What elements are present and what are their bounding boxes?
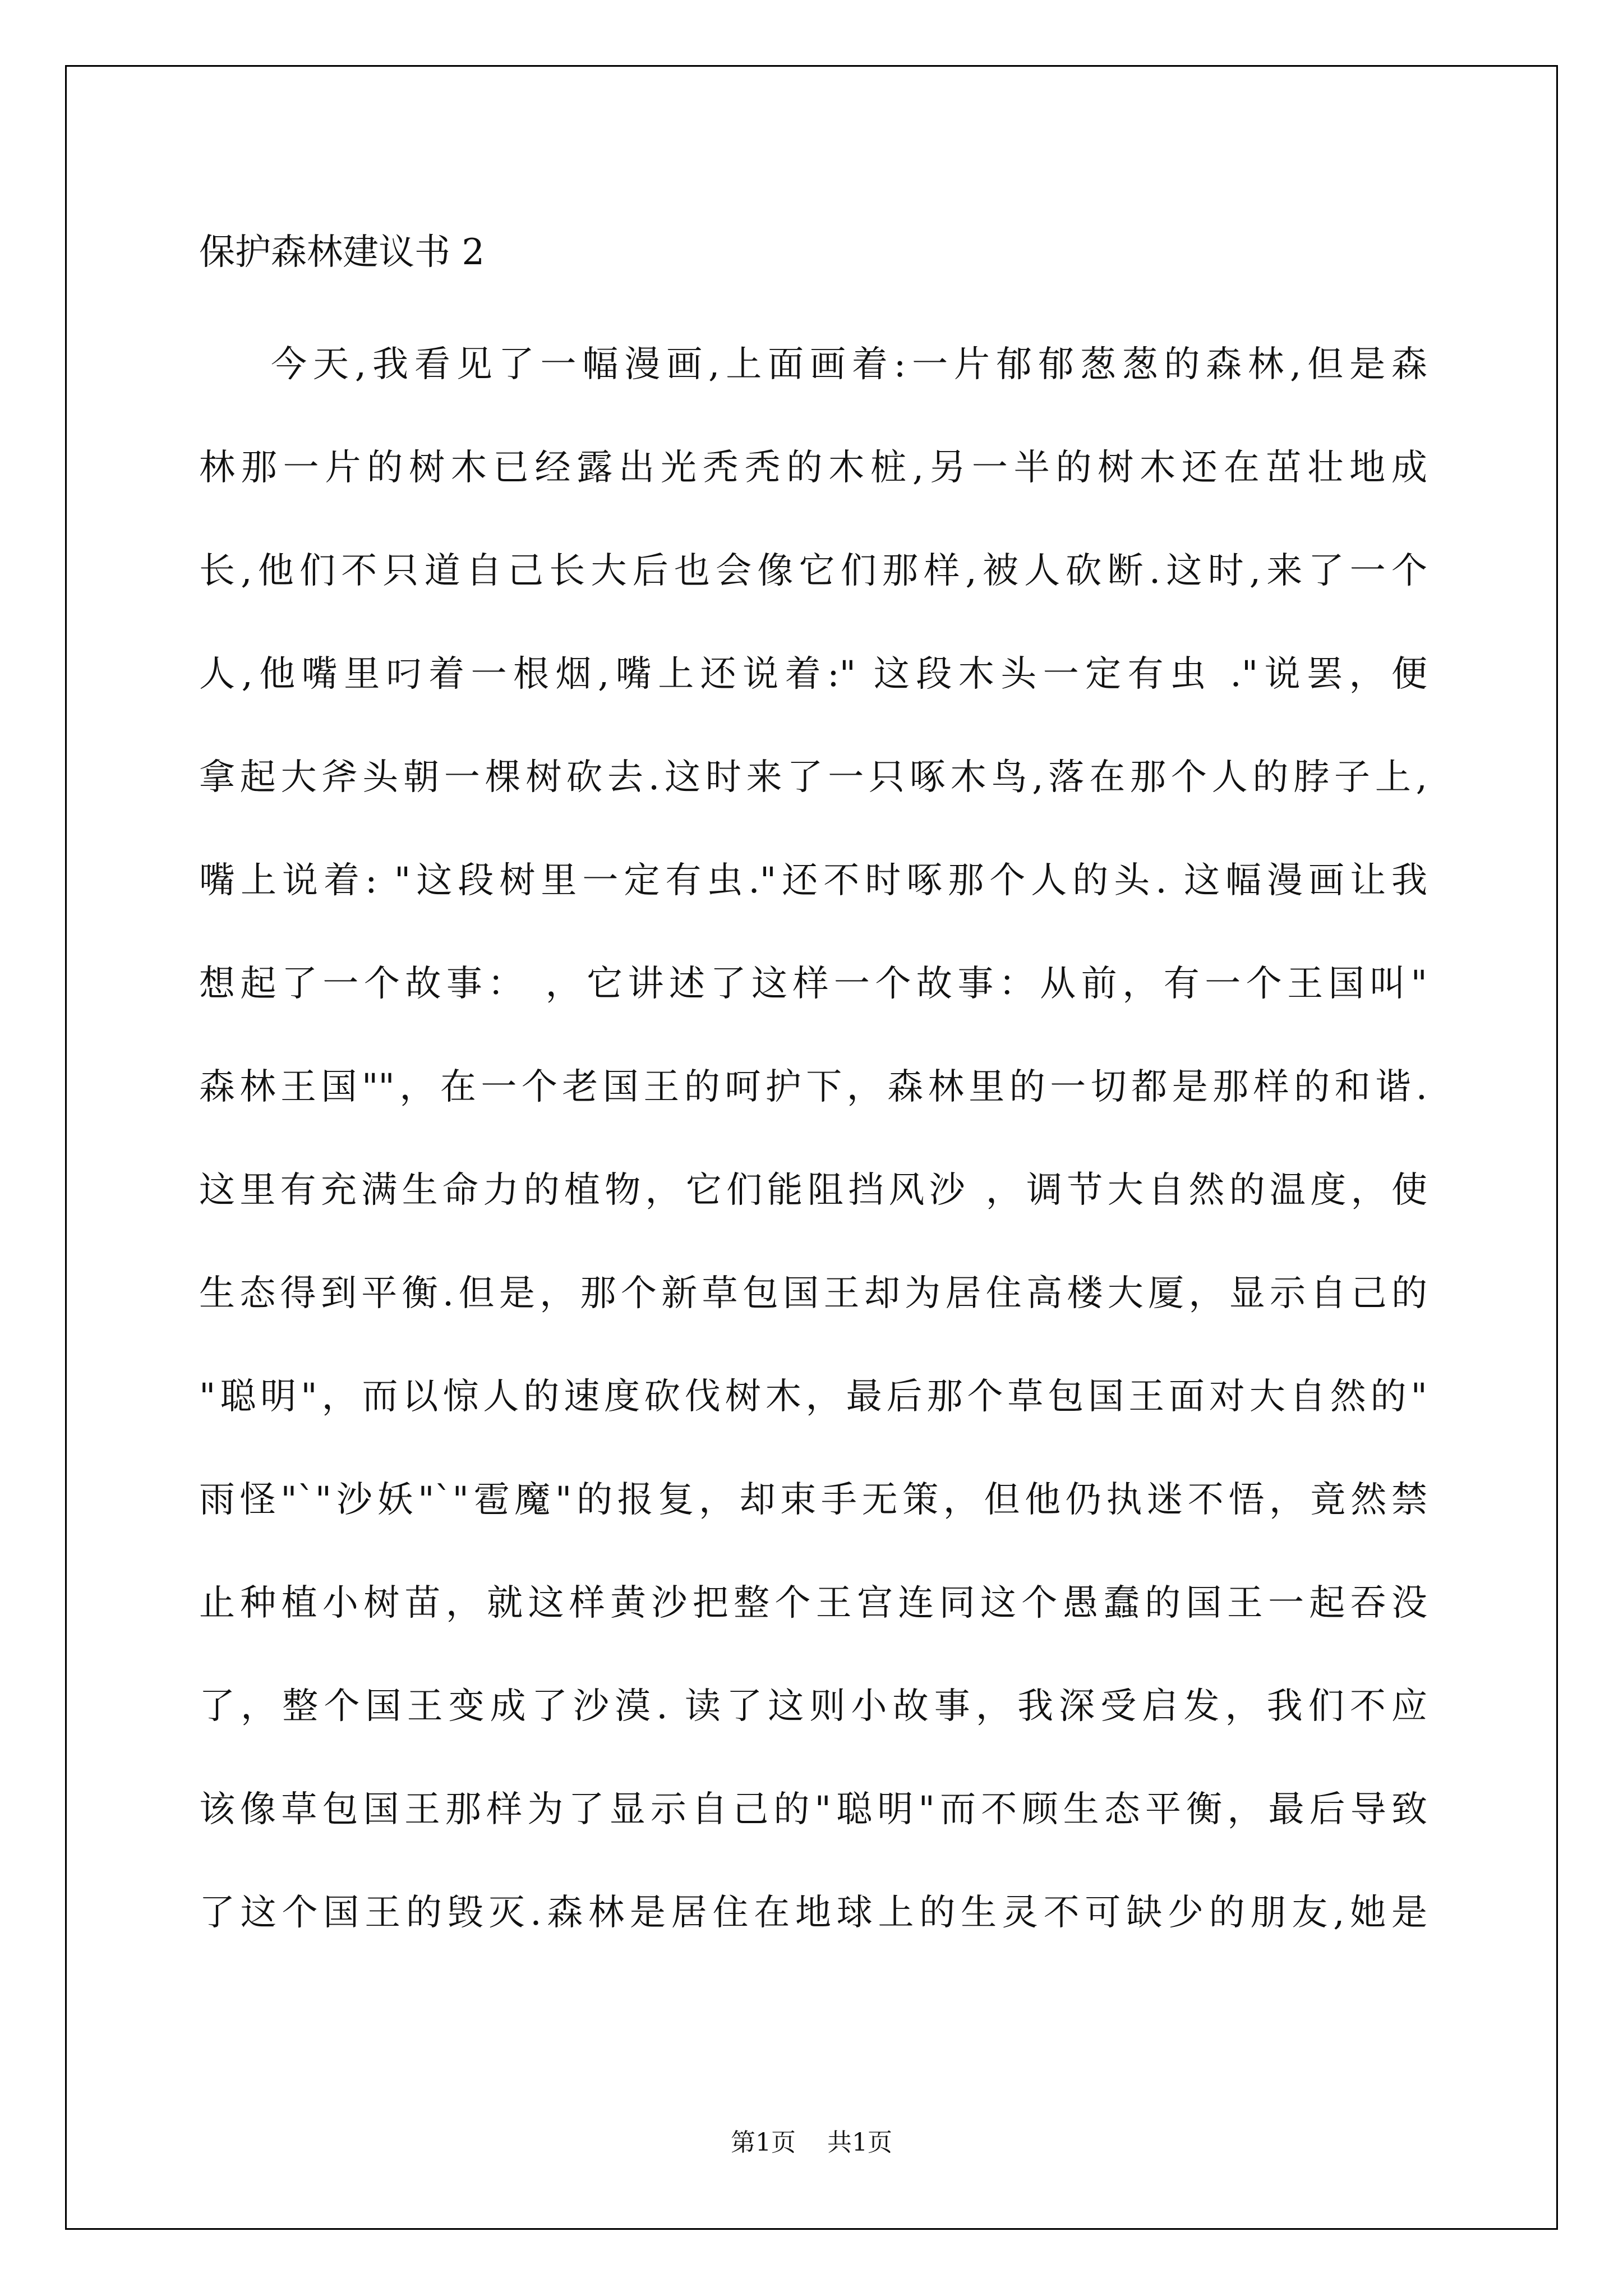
document-title: 保护森林建议书 2 xyxy=(199,232,485,273)
body-line: 生态得到平衡.但是，那个新草包国王却为居住高楼大厦，显示自己的 xyxy=(199,1273,1427,1314)
body-line: 林那一片的树木已经露出光秃秃的木桩,另一半的树木还在茁壮地成 xyxy=(199,447,1427,489)
body-line: 了，整个国王变成了沙漠. 读了这则小故事，我深受启发，我们不应 xyxy=(199,1686,1427,1727)
body-line: 该像草包国王那样为了显示自己的"聪明"而不顾生态平衡，最后导致 xyxy=(199,1789,1427,1830)
body-line: 想起了一个故事： ，它讲述了这样一个故事：从前，有一个王国叫" xyxy=(199,963,1427,1005)
page-number: 第1页 xyxy=(731,2128,796,2157)
body-line: 止种植小树苗，就这样黄沙把整个王宫连同这个愚蠢的国王一起吞没 xyxy=(199,1582,1427,1624)
body-line: 了这个国王的毁灭.森林是居住在地球上的生灵不可缺少的朋友,她是 xyxy=(199,1892,1427,1934)
body-line: 人,他嘴里叼着一根烟,嘴上还说着:" 这段木头一定有虫 ."说罢，便 xyxy=(199,654,1427,695)
body-line: 长,他们不只道自己长大后也会像它们那样,被人砍断.这时,来了一个 xyxy=(199,550,1427,592)
page-total: 共1页 xyxy=(827,2128,892,2157)
body-line: 森林王国""，在一个老国王的呵护下，森林里的一切都是那样的和谐. xyxy=(199,1066,1427,1108)
body-line: "聪明"，而以惊人的速度砍伐树木，最后那个草包国王面对大自然的" xyxy=(199,1376,1427,1418)
body-line: 今天,我看见了一幅漫画,上面画着:一片郁郁葱葱的森林,但是森 xyxy=(271,344,1427,385)
body-line: 雨怪"`"沙妖"`"雹魔"的报复，却束手无策，但他仍执迷不悟，竟然禁 xyxy=(199,1479,1427,1521)
body-line: 嘴上说着: "这段树里一定有虫."还不时啄那个人的头. 这幅漫画让我 xyxy=(199,860,1427,901)
page-footer xyxy=(0,2126,1623,2160)
body-line: 拿起大斧头朝一棵树砍去.这时来了一只啄木鸟,落在那个人的脖子上, xyxy=(199,757,1427,798)
body-text xyxy=(199,313,1427,1964)
body-line: 这里有充满生命力的植物，它们能阻挡风沙 ，调节大自然的温度，使 xyxy=(199,1170,1427,1211)
